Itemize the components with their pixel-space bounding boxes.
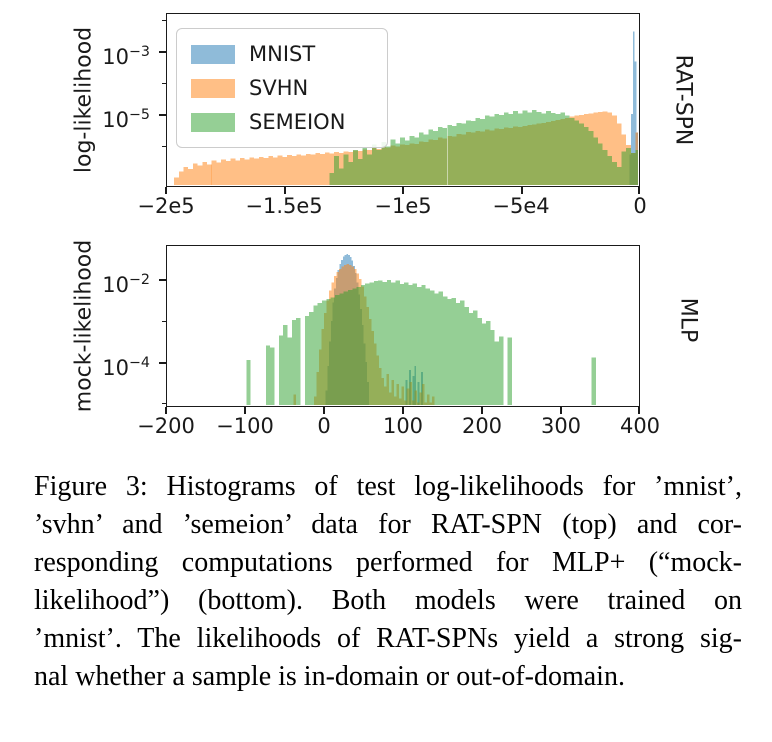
- bottom-x-tick-label: 0: [317, 414, 331, 438]
- bottom-x-tick-label: −200: [137, 414, 195, 438]
- caption-line: likelihood”) (bottom). Both models were trained on: [34, 585, 742, 616]
- top-y-tick-1e-3: $10^{-3}$: [102, 44, 150, 69]
- semeion-swatch-icon: [191, 113, 235, 132]
- legend-row-mnist: [191, 37, 387, 71]
- top-x-tick-label: 0: [633, 194, 647, 218]
- top-x-tick-label: −2e5: [137, 194, 195, 218]
- legend-row-semeion: [191, 105, 387, 139]
- top-x-tick-label: −1.5e5: [245, 194, 323, 218]
- bottom-x-tick-label: 100: [382, 414, 424, 438]
- top-y-axis-label: log-likelihood: [71, 26, 97, 174]
- figure-caption: [34, 468, 742, 696]
- bottom-x-tick-label: 200: [461, 414, 503, 438]
- bottom-x-tick-label: 400: [619, 414, 661, 438]
- caption-line: Figure 3: Histograms of test log-likelihoods for ’mnist’,: [34, 471, 742, 502]
- legend-label-svhn: SVHN: [249, 76, 309, 100]
- bottom-y-axis-label: mock-likelihood: [71, 239, 97, 413]
- bottom-right-label: MLP: [675, 297, 701, 343]
- bottom-x-tick-label: −100: [216, 414, 274, 438]
- caption-line: nal whether a sample is in-domain or out-of-domain.: [34, 661, 625, 692]
- legend: [176, 28, 388, 148]
- legend-row-svhn: [191, 71, 387, 105]
- caption-line: responding computations performed for MLP+ (“mock-: [34, 547, 742, 578]
- top-x-tick-label: −1e5: [374, 194, 432, 218]
- top-y-tickmark: [159, 114, 166, 116]
- legend-label-semeion: SEMEION: [249, 110, 346, 134]
- top-x-tick-label: −5e4: [492, 194, 550, 218]
- svhn-swatch-icon: [191, 79, 235, 98]
- caption-line: ’mnist’. The likelihoods of RAT-SPNs yield a strong sig-: [34, 623, 742, 654]
- bottom-x-tick-label: 300: [540, 414, 582, 438]
- bottom-histogram-canvas: [167, 246, 638, 405]
- bottom-plot-area: [166, 245, 640, 407]
- bottom-y-tickmark: [159, 279, 166, 281]
- top-y-tickmark: [159, 51, 166, 53]
- mnist-swatch-icon: [191, 45, 235, 64]
- top-right-label: RAT-SPN: [670, 54, 696, 146]
- bottom-y-tick-1e-2: $10^{-2}$: [102, 272, 150, 297]
- top-y-tick-1e-5: $10^{-5}$: [102, 107, 150, 132]
- legend-label-mnist: MNIST: [249, 42, 316, 66]
- bottom-y-tickmark: [159, 362, 166, 364]
- bottom-y-tick-1e-4: $10^{-4}$: [102, 355, 150, 380]
- caption-line: ’svhn’ and ’semeion’ data for RAT-SPN (top) and cor-: [34, 509, 742, 540]
